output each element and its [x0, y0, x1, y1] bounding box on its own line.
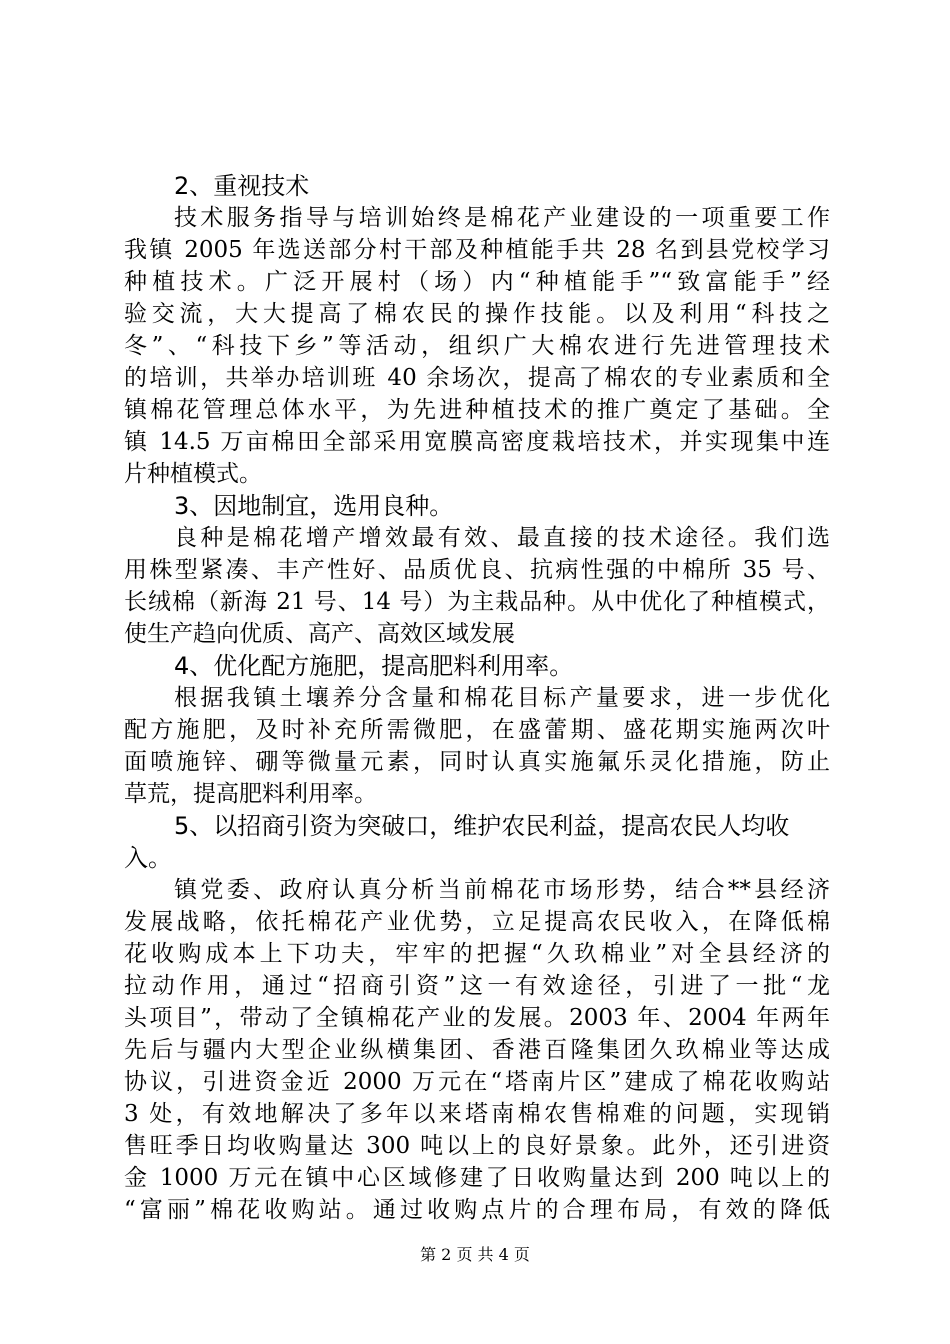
section-heading: 3、因地制宜，选用良种。 — [174, 492, 454, 520]
paragraph-line: 技术服务指导与培训始终是棉花产业建设的一项重要工作 — [174, 205, 830, 231]
paragraph-line: 售旺季日均收购量达 300 吨以上的良好景象。此外，还引进资 — [124, 1133, 830, 1159]
paragraph-line: 根据我镇土壤养分含量和棉花目标产量要求，进一步优化 — [174, 685, 830, 711]
section-heading: 5、以招商引资为突破口，维护农民利益，提高农民人均收 — [174, 812, 790, 840]
paragraph-line: 镇 14.5 万亩棉田全部采用宽膜高密度栽培技术，并实现集中连 — [124, 429, 830, 455]
paragraph-line: 良种是棉花增产增效最有效、最直接的技术途径。我们选 — [174, 525, 830, 551]
paragraph-line: 花收购成本上下功夫，牢牢的把握“久玖棉业”对全县经济的 — [124, 941, 830, 967]
section-paragraph — [124, 202, 830, 490]
paragraph-line: 头项目”，带动了全镇棉花产业的发展。2003 年、2004 年两年 — [124, 1005, 830, 1031]
paragraph-line: “富丽”棉花收购站。通过收购点片的合理布局，有效的降低 — [124, 1197, 830, 1223]
paragraph-line: 我镇 2005 年选送部分村干部及种植能手共 28 名到县党校学习 — [124, 237, 830, 263]
section-fertilizer — [124, 650, 830, 810]
paragraph-line: 镇棉花管理总体水平，为先进种植技术的推广奠定了基础。全 — [124, 397, 830, 423]
paragraph-line: 用株型紧凑、丰产性好、品质优良、抗病性强的中棉所 35 号、 — [124, 557, 830, 583]
paragraph-line: 先后与疆内大型企业纵横集团、香港百隆集团久玖棉业等达成 — [124, 1037, 830, 1063]
section-paragraph — [124, 874, 830, 1226]
paragraph-line: 发展战略，依托棉花产业优势，立足提高农民收入，在降低棉 — [124, 909, 830, 935]
paragraph-line: 金 1000 万元在镇中心区域修建了日收购量达到 200 吨以上的 — [124, 1165, 830, 1191]
section-technology — [124, 170, 830, 490]
paragraph-line: 的培训，共举办培训班 40 余场次，提高了棉农的专业素质和全 — [124, 365, 830, 391]
paragraph-line: 配方施肥，及时补充所需微肥，在盛蕾期、盛花期实施两次叶 — [124, 717, 830, 743]
paragraph-line: 片种植模式。 — [124, 461, 262, 487]
page-footer: 第 2 页 共 4 页 — [420, 1245, 530, 1264]
section-heading: 4、优化配方施肥，提高肥料利用率。 — [174, 652, 574, 680]
section-heading: 2、重视技术 — [174, 172, 310, 200]
section-heading-continued: 入。 — [124, 844, 172, 872]
paragraph-line: 镇党委、政府认真分析当前棉花市场形势，结合**县经济 — [174, 877, 830, 903]
paragraph-line: 使生产趋向优质、高产、高效区域发展 — [124, 621, 515, 647]
paragraph-line: 3 处，有效地解决了多年以来塔南棉农售棉难的问题，实现销 — [124, 1101, 830, 1127]
section-investment — [124, 810, 830, 1226]
document-body — [124, 170, 830, 1226]
paragraph-line: 验交流，大大提高了棉农民的操作技能。以及利用“科技之 — [124, 301, 830, 327]
section-paragraph — [124, 682, 830, 810]
paragraph-line: 长绒棉（新海 21 号、14 号）为主栽品种。从中优化了种植模式， — [124, 589, 830, 615]
paragraph-line: 冬”、“科技下乡”等活动，组织广大棉农进行先进管理技术 — [124, 333, 830, 359]
paragraph-line: 面喷施锌、硼等微量元素，同时认真实施氟乐灵化措施，防止 — [124, 749, 830, 775]
paragraph-line: 种植技术。广泛开展村（场）内“种植能手”“致富能手”经 — [124, 269, 830, 295]
paragraph-line: 拉动作用，通过“招商引资”这一有效途径，引进了一批“龙 — [124, 973, 830, 999]
section-seed-selection — [124, 490, 830, 650]
paragraph-line: 协议，引进资金近 2000 万元在“塔南片区”建成了棉花收购站 — [124, 1069, 830, 1095]
section-paragraph — [124, 522, 830, 650]
paragraph-line: 草荒，提高肥料利用率。 — [124, 781, 377, 807]
